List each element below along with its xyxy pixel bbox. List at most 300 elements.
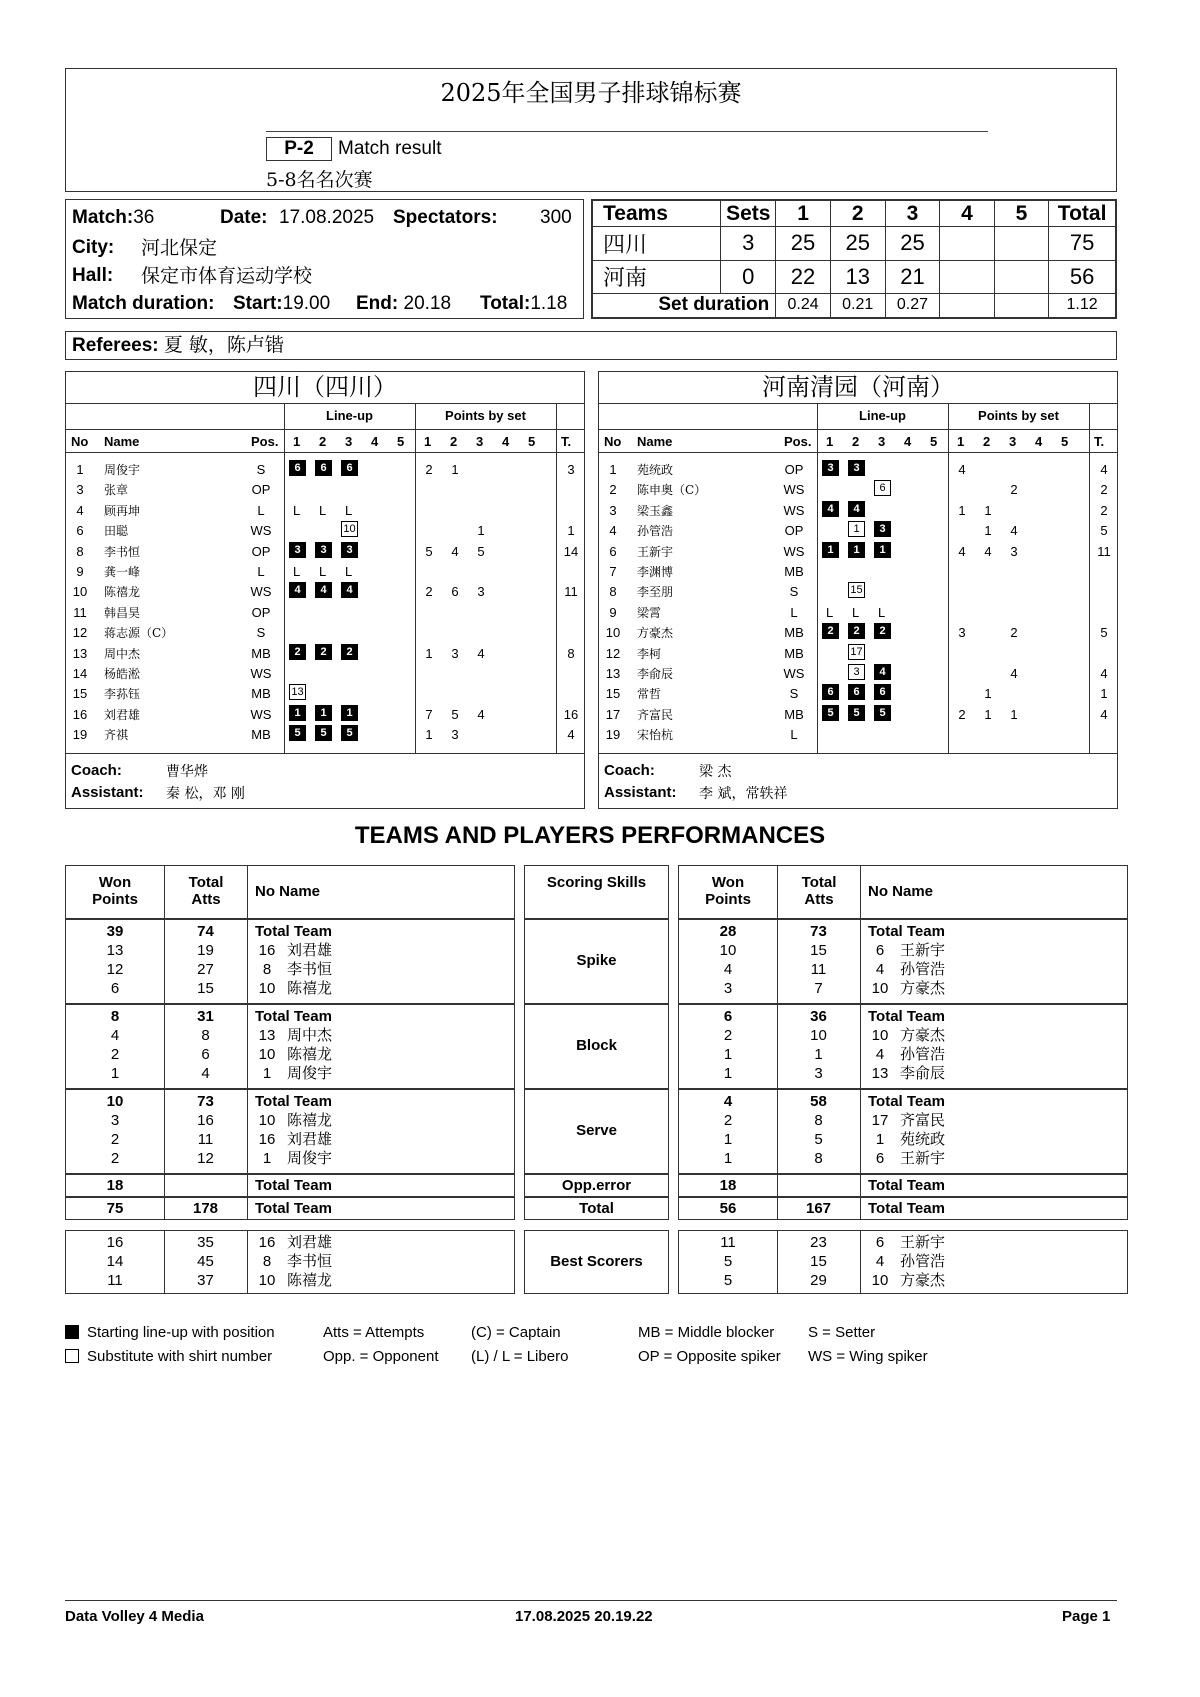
column-divider	[860, 1231, 861, 1293]
assistant-label: Assistant:	[604, 784, 677, 801]
player-position: WS	[250, 666, 272, 681]
player-shirt-number: 1	[875, 1131, 885, 1148]
column-divider	[860, 1175, 861, 1196]
assistant-label: Assistant:	[71, 784, 144, 801]
won-points-total: 18	[719, 1177, 737, 1194]
scores-header-set4: 4	[940, 201, 994, 227]
date-label: Date:	[220, 207, 268, 228]
player-shirt-number: 1	[262, 1150, 272, 1167]
player-row	[66, 521, 584, 541]
player-row	[66, 480, 584, 500]
lineup-set-header: 3	[878, 434, 886, 449]
player-shirt-number: 8	[262, 1253, 272, 1270]
set-points: 2	[1010, 482, 1018, 498]
end-label: End:	[356, 293, 399, 314]
player-total-points: 3	[567, 462, 575, 477]
player-name: 韩昌昊	[104, 605, 141, 620]
total-time: 1.18	[530, 293, 568, 314]
set-points: 4	[451, 543, 459, 559]
player-name: 方豪杰	[900, 1271, 946, 1289]
player-name: 周中杰	[104, 646, 141, 661]
team-a-set1: 25	[776, 227, 831, 260]
player-row	[599, 705, 1117, 725]
player-shirt-number: 16	[258, 942, 276, 959]
player-shirt-number: 4	[875, 1046, 885, 1063]
footer-divider	[65, 1600, 1117, 1601]
match-date: 17.08.2025	[279, 207, 375, 228]
player-position: WS	[250, 523, 272, 539]
player-row	[66, 582, 584, 602]
set-points: 3	[451, 727, 459, 743]
column-divider	[777, 866, 778, 918]
player-shirt-number: 10	[258, 1112, 276, 1129]
player-row	[66, 460, 584, 480]
scores-row-team-a	[593, 227, 1116, 260]
no-column-header: No	[604, 434, 622, 449]
no-column-header: No	[71, 434, 89, 449]
starting-position-box: 5	[289, 725, 306, 741]
team-b-spike-stats	[678, 919, 1128, 1004]
player-position: MB	[784, 625, 804, 641]
player-row	[599, 603, 1117, 623]
libero-mark: L	[345, 502, 353, 518]
starting-position-box: 5	[848, 705, 865, 721]
player-position: S	[256, 462, 266, 477]
spectators-count: 300	[540, 207, 572, 228]
player-number: 14	[72, 666, 88, 681]
player-shirt-number: 16	[258, 1131, 276, 1148]
legend-starting-text: Starting line-up with position	[87, 1324, 275, 1341]
set-points: 6	[451, 584, 459, 600]
player-name: 李荪钰	[104, 687, 141, 702]
total-atts-header: Total Atts	[801, 874, 837, 908]
player-number: 12	[72, 625, 88, 641]
starting-position-box: 3	[822, 460, 839, 476]
column-divider	[247, 920, 248, 1003]
performance-title: TEAMS AND PLAYERS PERFORMANCES	[354, 822, 826, 849]
total-team-label: Total Team	[255, 1008, 332, 1025]
player-name: 田聪	[104, 524, 129, 539]
team-a-sets: 3	[721, 227, 776, 260]
player-won-points: 2	[110, 1131, 120, 1148]
player-number: 19	[72, 727, 88, 743]
player-number: 12	[605, 645, 621, 661]
player-position: OP	[784, 462, 804, 477]
player-number: 19	[605, 727, 621, 743]
set-points: 1	[958, 502, 966, 518]
player-row	[599, 501, 1117, 521]
hall-label: Hall:	[72, 265, 114, 286]
team-b-best-scorers	[678, 1230, 1128, 1294]
player-number: 6	[76, 523, 84, 539]
assistant-names: 秦 松，邓 刚	[166, 786, 245, 802]
player-number: 11	[73, 604, 87, 620]
report-code: P-2	[266, 137, 332, 161]
set-points: 4	[477, 706, 485, 722]
player-won-points: 13	[106, 942, 124, 959]
player-atts: 27	[197, 961, 214, 978]
player-won-points: 1	[110, 1065, 120, 1082]
header-divider	[66, 429, 584, 430]
player-number: 10	[605, 625, 621, 641]
player-shirt-number: 10	[258, 980, 276, 997]
total-team-label: Total Team	[255, 923, 332, 940]
starting-position-box: 4	[289, 582, 306, 598]
skill-serve	[524, 1089, 669, 1174]
footer-software: Data Volley 4 Media	[65, 1608, 204, 1625]
player-name: 刘君雄	[287, 1130, 333, 1148]
player-name: 刘君雄	[287, 1233, 333, 1251]
player-number: 16	[72, 706, 88, 722]
player-total-points: 11	[564, 584, 578, 600]
player-won-points: 1	[723, 1065, 733, 1082]
player-position: WS	[250, 584, 272, 600]
won-points-total: 75	[106, 1200, 124, 1217]
libero-mark: L	[826, 604, 834, 620]
player-name: 周中杰	[287, 1026, 333, 1044]
total-atts-header: Total Atts	[188, 874, 224, 908]
player-position: MB	[784, 706, 804, 722]
player-shirt-number: 4	[875, 1253, 885, 1270]
player-won-points: 16	[106, 1234, 124, 1251]
team-a-spike-stats	[65, 919, 515, 1004]
team-b-block-stats	[678, 1004, 1128, 1089]
player-position: WS	[783, 502, 805, 518]
skill-block	[524, 1004, 669, 1089]
atts-total: 31	[197, 1008, 214, 1025]
team-b-total	[678, 1197, 1128, 1220]
starting-position-box: 1	[315, 705, 332, 721]
won-points-total: 6	[723, 1008, 733, 1025]
player-atts: 6	[201, 1046, 210, 1063]
player-won-points: 12	[106, 961, 124, 978]
starting-position-box: 6	[848, 684, 865, 700]
team-b-sets: 0	[721, 260, 776, 293]
player-total-points: 5	[1100, 523, 1108, 539]
player-position: S	[789, 584, 799, 600]
player-row	[599, 582, 1117, 602]
set-points: 3	[477, 584, 485, 600]
legend-starting	[65, 1324, 275, 1341]
player-shirt-number: 13	[871, 1065, 889, 1082]
referees-label: Referees:	[72, 335, 159, 356]
skill-label: Opp.error	[561, 1177, 632, 1194]
player-won-points: 2	[110, 1150, 120, 1167]
team-a-total: 75	[1049, 227, 1116, 260]
atts-total: 178	[192, 1200, 219, 1217]
report-header	[65, 68, 1117, 192]
player-name: 顾再坤	[104, 503, 141, 518]
player-row	[66, 501, 584, 521]
player-name: 苑统政	[637, 463, 674, 477]
substitute-box: 1	[848, 521, 865, 537]
set-points: 4	[1010, 523, 1018, 539]
player-shirt-number: 13	[258, 1027, 276, 1044]
scores-header-total: Total	[1049, 201, 1116, 227]
team-a-panel	[65, 371, 585, 809]
atts-total: 167	[805, 1200, 832, 1217]
scores-row-team-b	[593, 260, 1116, 293]
player-shirt-number: 16	[258, 1234, 276, 1251]
player-position: S	[256, 625, 266, 641]
column-divider	[247, 1175, 248, 1196]
team-a-set4	[940, 227, 994, 260]
player-position: MB	[251, 727, 271, 743]
set-duration-label: Set duration	[593, 293, 776, 317]
player-name: 龚一峰	[104, 565, 141, 579]
starting-position-box: 4	[874, 664, 891, 680]
column-divider	[247, 1231, 248, 1293]
lineup-set-header: 2	[852, 434, 860, 449]
libero-mark: L	[293, 564, 301, 579]
player-atts: 11	[197, 1131, 214, 1148]
column-divider	[860, 1090, 861, 1173]
skill-spike	[524, 919, 669, 1004]
skill-total	[524, 1197, 669, 1220]
player-position: MB	[784, 564, 804, 579]
set-points: 3	[1010, 543, 1018, 559]
starting-position-box: 1	[848, 542, 865, 558]
player-position: MB	[251, 686, 271, 702]
libero-mark: L	[852, 604, 860, 620]
player-row	[66, 603, 584, 623]
duration-row	[72, 290, 215, 318]
player-number: 10	[72, 584, 88, 600]
lineup-set-header: 3	[345, 434, 353, 449]
best-scorers-label: Best Scorers	[550, 1253, 643, 1270]
player-name: 孙管浩	[637, 524, 674, 539]
starting-position-box: 2	[874, 623, 891, 639]
set-points: 1	[984, 523, 992, 539]
set-points: 1	[477, 523, 485, 539]
atts-total: 73	[810, 923, 827, 940]
player-number: 3	[76, 482, 84, 498]
lineup-header: Line-up	[859, 408, 906, 423]
libero-mark: L	[293, 502, 301, 518]
lineup-set-header: 4	[371, 434, 379, 449]
column-divider	[247, 866, 248, 918]
lineup-header: Line-up	[326, 408, 373, 423]
player-number: 2	[609, 482, 617, 498]
player-name: 陈禧龙	[287, 1045, 333, 1063]
player-won-points: 5	[723, 1253, 733, 1270]
pos-column-header: Pos.	[784, 434, 812, 449]
set-points: 4	[1010, 666, 1018, 681]
report-subtitle: Match result	[338, 138, 442, 159]
set-scores-table	[591, 199, 1117, 319]
lineup-set-header: 1	[293, 434, 301, 449]
starting-position-box: 6	[341, 460, 358, 476]
set-points: 1	[984, 706, 992, 722]
set2-duration: 0.21	[830, 293, 885, 317]
player-atts: 15	[810, 942, 827, 959]
starting-position-box: 2	[315, 644, 332, 660]
column-divider	[860, 866, 861, 918]
starting-position-box: 2	[822, 623, 839, 639]
player-name: 宋怡杭	[637, 728, 674, 743]
points-set-header: 5	[1061, 434, 1069, 449]
starting-position-box: 4	[822, 501, 839, 517]
set-points: 5	[451, 706, 459, 722]
player-name: 李书恒	[287, 1252, 333, 1270]
scores-header-teams: Teams	[593, 201, 721, 227]
starting-position-box: 2	[848, 623, 865, 639]
player-name: 齐祺	[104, 728, 129, 743]
player-atts: 45	[197, 1253, 214, 1270]
team-a-block-stats	[65, 1004, 515, 1089]
player-won-points: 2	[723, 1027, 733, 1044]
team-a-set5	[994, 227, 1048, 260]
player-total-points: 14	[563, 543, 579, 559]
skill-label: Serve	[576, 1122, 617, 1139]
player-row	[599, 480, 1117, 500]
player-won-points: 3	[723, 980, 733, 997]
points-set-header: 2	[450, 434, 458, 449]
team-b-opp-error	[678, 1174, 1128, 1197]
set-points: 5	[477, 543, 485, 559]
total-team-label: Total Team	[868, 1008, 945, 1025]
player-name: 李柯	[637, 646, 662, 661]
player-won-points: 4	[723, 961, 733, 978]
set5-duration	[994, 293, 1048, 317]
header-divider	[599, 753, 1117, 754]
player-atts: 23	[810, 1234, 827, 1251]
player-name: 苑统政	[900, 1130, 946, 1148]
player-name: 梁玉鑫	[637, 503, 674, 518]
player-number: 6	[609, 543, 617, 559]
coach-name: 梁 杰	[699, 764, 732, 780]
won-points-total: 4	[723, 1093, 733, 1110]
lineup-set-header: 5	[930, 434, 938, 449]
player-shirt-number: 6	[875, 942, 885, 959]
points-set-header: 1	[957, 434, 965, 449]
points-set-header: 4	[1035, 434, 1043, 449]
skill-label: Spike	[576, 952, 617, 969]
player-atts: 16	[197, 1112, 214, 1129]
player-name: 方豪杰	[900, 1026, 946, 1044]
player-row	[599, 521, 1117, 541]
team-b-set3: 21	[885, 260, 940, 293]
total-team-label: Total Team	[868, 1093, 945, 1110]
scores-header-sets: Sets	[721, 201, 776, 227]
libero-mark: L	[345, 564, 353, 579]
player-row	[599, 542, 1117, 562]
column-divider	[860, 920, 861, 1003]
city-label: City:	[72, 237, 115, 258]
player-name: 王新宇	[900, 1233, 946, 1251]
player-name: 陈禧龙	[287, 1271, 333, 1289]
set-points: 1	[425, 645, 433, 661]
footer-page: Page 1	[1062, 1608, 1111, 1625]
starting-position-box: 1	[874, 542, 891, 558]
player-position: S	[789, 686, 799, 702]
column-divider	[777, 1175, 778, 1196]
won-points-total: 10	[106, 1093, 124, 1110]
atts-total: 58	[810, 1093, 827, 1110]
won-points-total: 8	[110, 1008, 120, 1025]
player-won-points: 4	[110, 1027, 120, 1044]
skill-label: Block	[576, 1037, 617, 1054]
player-number: 13	[605, 666, 621, 681]
player-position: MB	[251, 645, 271, 661]
player-number: 4	[76, 502, 84, 518]
legend-captain: (C) = Captain	[471, 1324, 561, 1341]
points-set-header: 2	[983, 434, 991, 449]
scores-header-set3: 3	[885, 201, 940, 227]
substitute-box: 3	[848, 664, 865, 680]
player-won-points: 1	[723, 1131, 733, 1148]
player-won-points: 5	[723, 1272, 733, 1289]
column-divider	[164, 1175, 165, 1196]
empty-square-icon	[65, 1349, 79, 1363]
team-a-title: 四川（四川）	[66, 372, 584, 404]
set-points: 2	[958, 706, 966, 722]
player-atts: 7	[814, 980, 823, 997]
team-a-best-scorers	[65, 1230, 515, 1294]
set-points: 3	[451, 645, 459, 661]
player-row	[66, 725, 584, 745]
player-number: 17	[605, 706, 621, 722]
atts-total: 74	[197, 923, 214, 940]
scores-header-set5: 5	[994, 201, 1048, 227]
player-atts: 12	[197, 1150, 214, 1167]
starting-position-box: 1	[341, 705, 358, 721]
player-name: 王新宇	[637, 544, 674, 559]
atts-total: 36	[810, 1008, 827, 1025]
player-row	[66, 705, 584, 725]
player-atts: 4	[201, 1065, 210, 1082]
player-atts: 15	[810, 1253, 827, 1270]
player-number: 4	[609, 523, 617, 539]
player-name: 方豪杰	[637, 626, 674, 641]
set3-duration: 0.27	[885, 293, 940, 317]
player-atts: 8	[201, 1027, 210, 1044]
lineup-set-header: 1	[826, 434, 834, 449]
hall-value: 保定市体育运动学校	[141, 265, 313, 287]
player-shirt-number: 10	[871, 1027, 889, 1044]
points-by-set-header: Points by set	[445, 408, 526, 423]
player-name: 杨皓淞	[104, 667, 141, 681]
player-won-points: 14	[106, 1253, 124, 1270]
set-duration-row	[593, 293, 1116, 317]
legend-atts: Atts = Attempts	[323, 1324, 425, 1341]
player-name: 李俞辰	[637, 667, 674, 681]
set-points: 7	[425, 706, 433, 722]
player-name: 方豪杰	[900, 979, 946, 997]
column-divider	[247, 1090, 248, 1173]
player-row	[599, 623, 1117, 643]
best-scorers-label-box	[524, 1230, 669, 1294]
player-name: 王新宇	[900, 1149, 946, 1167]
player-row	[599, 684, 1117, 704]
player-total-points: 1	[1100, 686, 1108, 702]
player-won-points: 1	[723, 1046, 733, 1063]
player-shirt-number: 17	[871, 1112, 889, 1129]
player-row	[599, 562, 1117, 582]
player-shirt-number: 8	[262, 961, 272, 978]
legend-substitute	[65, 1348, 272, 1365]
team-b-total: 56	[1049, 260, 1116, 293]
player-name: 齐富民	[637, 707, 674, 722]
duration-label: Match duration:	[72, 293, 215, 314]
player-total-points: 5	[1100, 625, 1108, 641]
libero-mark: L	[319, 502, 327, 518]
player-won-points: 3	[110, 1112, 120, 1129]
team-b-set4	[940, 260, 994, 293]
starting-position-box: 1	[822, 542, 839, 558]
player-number: 15	[72, 686, 88, 702]
starting-position-box: 6	[874, 684, 891, 700]
